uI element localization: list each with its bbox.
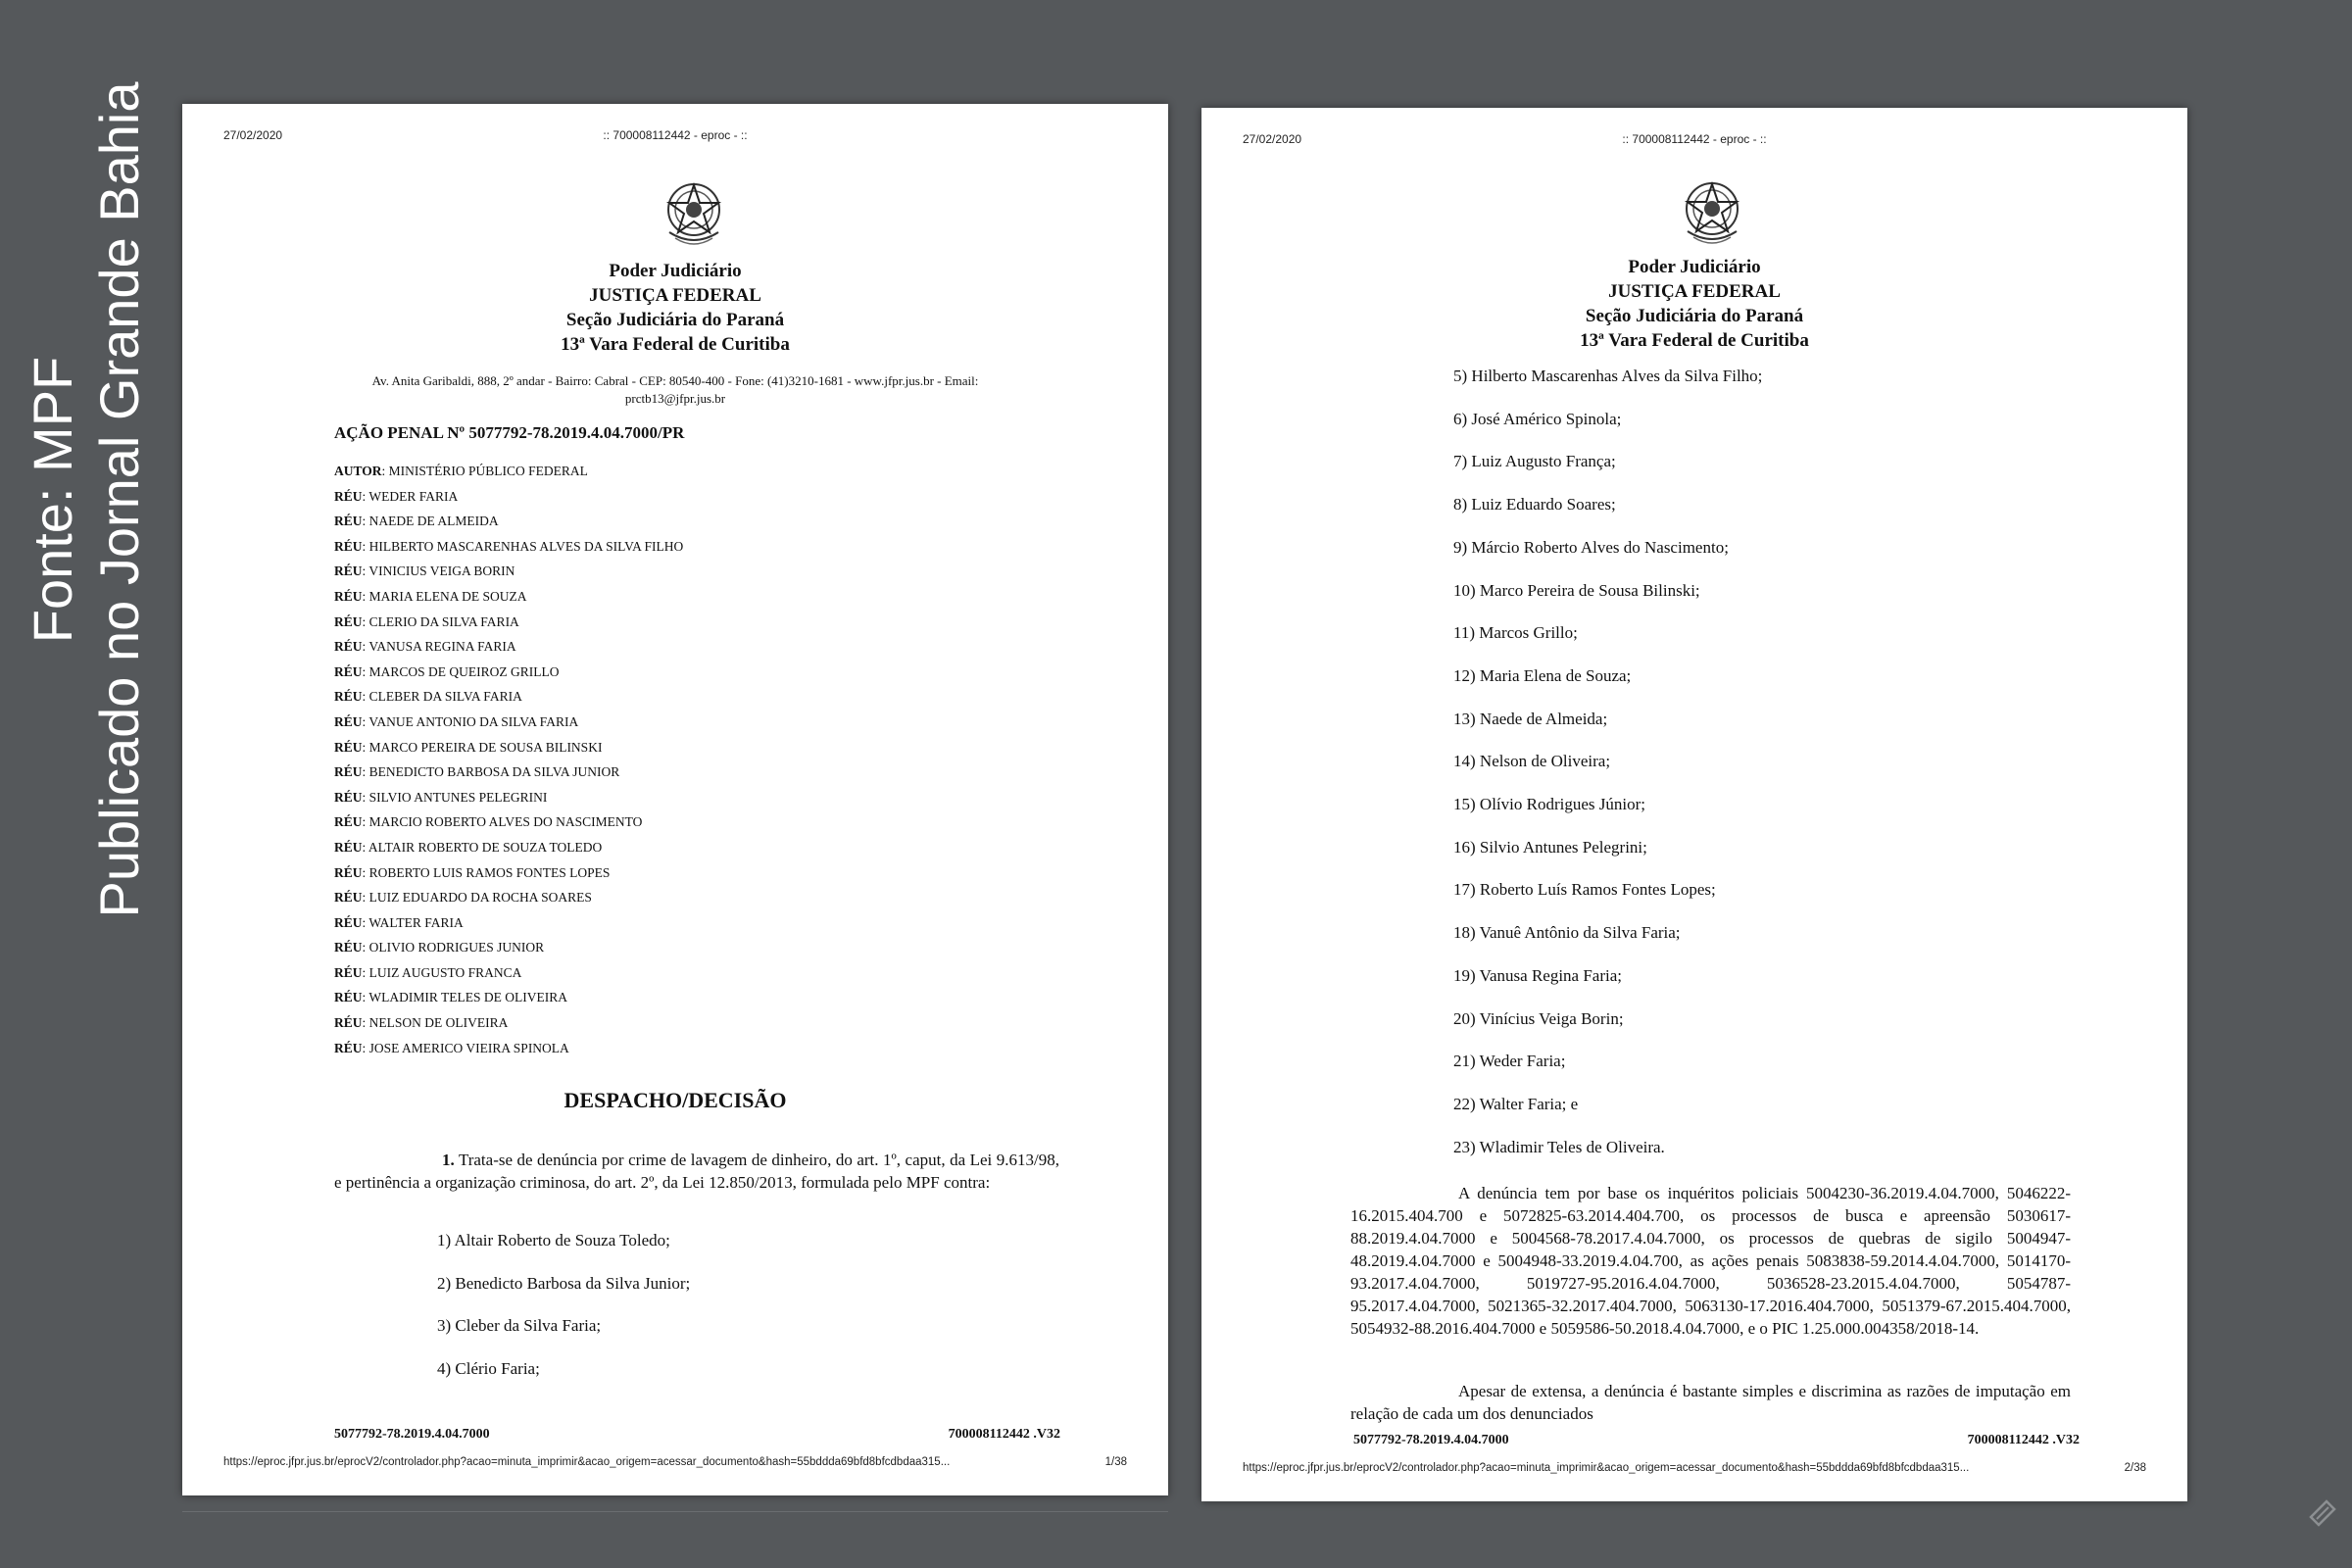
list-item: 17) Roberto Luís Ramos Fontes Lopes; xyxy=(1453,880,1716,900)
header-id: :: 700008112442 - eproc - :: xyxy=(1622,132,1767,146)
party-role: RÉU xyxy=(334,789,363,805)
list-item: 6) José Américo Spinola; xyxy=(1453,409,1622,428)
list-item: RÉU: NELSON DE OLIVEIRA xyxy=(334,1015,509,1031)
list-item: RÉU: LUIZ EDUARDO DA ROCHA SOARES xyxy=(334,890,592,906)
party-name: OLIVIO RODRIGUES JUNIOR xyxy=(368,940,545,956)
party-name: MARCO PEREIRA DE SOUSA BILINSKI xyxy=(368,739,603,755)
list-item: RÉU: MARCO PEREIRA DE SOUSA BILINSKI xyxy=(334,739,603,755)
print-url-line xyxy=(1243,1462,2146,1474)
page-footer-ids xyxy=(1353,1433,2080,1448)
list-item: 21) Weder Faria; xyxy=(1453,1052,1566,1071)
defendants-list xyxy=(1453,355,1762,1168)
list-item: 4) Clério Faria; xyxy=(437,1358,540,1378)
page-header xyxy=(1243,132,2146,152)
list-item: RÉU: LUIZ AUGUSTO FRANCA xyxy=(334,964,522,980)
page-footer-ids xyxy=(334,1427,1060,1443)
party-name: MARCOS DE QUEIROZ GRILLO xyxy=(368,663,560,679)
page-header xyxy=(223,128,1127,148)
list-item: RÉU: WEDER FARIA xyxy=(334,488,459,504)
list-item: 12) Maria Elena de Souza; xyxy=(1453,665,1632,685)
footer-doc-id: 700008112442 .V32 xyxy=(1967,1433,2080,1447)
print-url: https://eproc.jfpr.jus.br/eprocV2/controlador.php?acao=minuta_imprimir&acao_origem=acessar_documento&hash=55bddda69bfd8bfcdbdaa315... xyxy=(223,1456,951,1468)
party-role: RÉU xyxy=(334,739,363,755)
list-item: RÉU: MARCIO ROBERTO ALVES DO NASCIMENTO xyxy=(334,814,643,830)
party-role: RÉU xyxy=(334,990,363,1005)
list-item: 18) Vanuê Antônio da Silva Faria; xyxy=(1453,923,1681,943)
party-role: RÉU xyxy=(334,940,363,956)
header-id: :: 700008112442 - eproc - :: xyxy=(603,128,748,142)
list-item: 22) Walter Faria; e xyxy=(1453,1094,1579,1113)
court-line: Poder Judiciário xyxy=(609,261,742,281)
party-role: AUTOR xyxy=(334,464,382,478)
party-role: RÉU xyxy=(334,663,363,679)
expand-corner-icon[interactable] xyxy=(2305,1495,2340,1531)
court-line: 13ª Vara Federal de Curitiba xyxy=(1580,330,1809,351)
list-item: 16) Silvio Antunes Pelegrini; xyxy=(1453,837,1647,857)
list-item: RÉU: CLERIO DA SILVA FARIA xyxy=(334,613,519,629)
print-url: https://eproc.jfpr.jus.br/eprocV2/controlador.php?acao=minuta_imprimir&acao_origem=acessar_documento&hash=55bddda69bfd8bfcdbdaa315... xyxy=(1243,1462,1970,1474)
page-number: 1/38 xyxy=(1104,1456,1127,1468)
list-item: RÉU: WLADIMIR TELES DE OLIVEIRA xyxy=(334,990,567,1005)
party-name: JOSE AMERICO VIEIRA SPINOLA xyxy=(368,1040,569,1055)
list-item: 15) Olívio Rodrigues Júnior; xyxy=(1453,795,1645,814)
list-item: 1) Altair Roberto de Souza Toledo; xyxy=(437,1231,670,1250)
party-name: ROBERTO LUIS RAMOS FONTES LOPES xyxy=(368,864,611,880)
list-item: 11) Marcos Grillo; xyxy=(1453,623,1578,643)
court-line: 13ª Vara Federal de Curitiba xyxy=(561,334,790,355)
party-name: WEDER FARIA xyxy=(368,488,459,504)
party-role: RÉU xyxy=(334,814,363,830)
footer-process-number: 5077792-78.2019.4.04.7000 xyxy=(334,1427,490,1442)
party-role: RÉU xyxy=(334,890,363,906)
list-item: 2) Benedicto Barbosa da Silva Junior; xyxy=(437,1273,691,1293)
court-line: Seção Judiciária do Paraná xyxy=(565,310,785,330)
list-item: 10) Marco Pereira de Sousa Bilinski; xyxy=(1453,580,1700,600)
parties-list xyxy=(334,459,683,1060)
party-name: HILBERTO MASCARENHAS ALVES DA SILVA FILHO xyxy=(368,538,684,554)
list-item: RÉU: NAEDE DE ALMEIDA xyxy=(334,514,499,529)
party-name: ALTAIR ROBERTO DE SOUZA TOLEDO xyxy=(368,839,603,855)
party-name: VINICIUS VEIGA BORIN xyxy=(368,564,515,579)
party-name: NELSON DE OLIVEIRA xyxy=(368,1015,509,1031)
footer-doc-id: 700008112442 .V32 xyxy=(948,1427,1060,1442)
list-item: RÉU: MARCOS DE QUEIROZ GRILLO xyxy=(334,663,560,679)
court-line: Poder Judiciário xyxy=(1628,257,1761,277)
party-name: SILVIO ANTUNES PELEGRINI xyxy=(368,789,548,805)
caption-publisher: Publicado no Jornal Grande Bahia xyxy=(88,81,150,918)
list-item: AUTOR: MINISTÉRIO PÚBLICO FEDERAL xyxy=(334,464,588,478)
list-item: RÉU: MARIA ELENA DE SOUZA xyxy=(334,588,527,604)
party-name: MINISTÉRIO PÚBLICO FEDERAL xyxy=(388,464,588,478)
divider xyxy=(182,1511,1168,1512)
party-role: RÉU xyxy=(334,514,363,529)
vertical-caption xyxy=(20,10,167,990)
paragraph xyxy=(1350,1380,2071,1425)
party-role: RÉU xyxy=(334,588,363,604)
party-name: MARIA ELENA DE SOUZA xyxy=(368,588,527,604)
print-date: 27/02/2020 xyxy=(223,128,283,142)
list-item: RÉU: BENEDICTO BARBOSA DA SILVA JUNIOR xyxy=(334,764,620,780)
party-role: RÉU xyxy=(334,1015,363,1031)
court-address: Av. Anita Garibaldi, 888, 2º andar - Bairro: Cabral - CEP: 80540-400 - Fone: (41)3210-1681 - www.jfpr.jus.br - Email: prctb13@jfpr.jus.br xyxy=(371,373,979,406)
party-role: RÉU xyxy=(334,538,363,554)
party-name: LUIZ AUGUSTO FRANCA xyxy=(368,964,522,980)
document-page-1 xyxy=(182,104,1168,1495)
list-item: RÉU: WALTER FARIA xyxy=(334,914,464,930)
list-item: RÉU: ROBERTO LUIS RAMOS FONTES LOPES xyxy=(334,864,611,880)
list-item: RÉU: ALTAIR ROBERTO DE SOUZA TOLEDO xyxy=(334,839,603,855)
party-name: LUIZ EDUARDO DA ROCHA SOARES xyxy=(368,890,592,906)
party-role: RÉU xyxy=(334,613,363,629)
party-role: RÉU xyxy=(334,914,363,930)
court-line: Seção Judiciária do Paraná xyxy=(1585,306,1804,326)
list-item: 20) Vinícius Veiga Borin; xyxy=(1453,1008,1624,1028)
paragraph-text: Trata-se de denúncia por crime de lavagem de dinheiro, do art. 1º, caput, da Lei 9.613/98, e pertinência a organização criminosa, do art. 2º, da Lei 12.850/2013, formulada pelo MPF contra: xyxy=(334,1151,1059,1192)
party-name: WLADIMIR TELES DE OLIVEIRA xyxy=(368,990,567,1005)
footer-process-number: 5077792-78.2019.4.04.7000 xyxy=(1353,1433,1509,1447)
print-url-line xyxy=(223,1456,1127,1468)
party-role: RÉU xyxy=(334,689,363,705)
list-item: RÉU: VANUSA REGINA FARIA xyxy=(334,639,516,655)
party-role: RÉU xyxy=(334,864,363,880)
list-item: 13) Naede de Almeida; xyxy=(1453,709,1608,728)
party-role: RÉU xyxy=(334,764,363,780)
list-item: 5) Hilberto Mascarenhas Alves da Silva Filho; xyxy=(1453,367,1763,385)
list-item: RÉU: VINICIUS VEIGA BORIN xyxy=(334,564,515,579)
party-name: MARCIO ROBERTO ALVES DO NASCIMENTO xyxy=(368,814,643,830)
party-name: VANUSA REGINA FARIA xyxy=(368,639,516,655)
list-item: RÉU: HILBERTO MASCARENHAS ALVES DA SILVA FILHO xyxy=(334,538,684,554)
party-role: RÉU xyxy=(334,564,363,579)
paragraph xyxy=(334,1149,1059,1194)
paragraph-text: Apesar de extensa, a denúncia é bastante simples e discrimina as razões de imputação em relação de cada um dos denunciados xyxy=(1350,1382,2071,1423)
list-item: RÉU: JOSE AMERICO VIEIRA SPINOLA xyxy=(334,1040,569,1055)
party-name: CLEBER DA SILVA FARIA xyxy=(368,689,522,705)
list-item: 8) Luiz Eduardo Soares; xyxy=(1453,495,1616,514)
court-heading xyxy=(182,259,1168,357)
party-name: NAEDE DE ALMEIDA xyxy=(368,514,499,529)
brazil-coat-of-arms-icon xyxy=(662,177,726,250)
list-item: RÉU: CLEBER DA SILVA FARIA xyxy=(334,689,522,705)
list-item: RÉU: SILVIO ANTUNES PELEGRINI xyxy=(334,789,548,805)
court-line: JUSTIÇA FEDERAL xyxy=(1608,281,1781,302)
brazil-coat-of-arms-icon xyxy=(1680,176,1744,249)
page-number: 2/38 xyxy=(2124,1462,2146,1474)
court-line: JUSTIÇA FEDERAL xyxy=(589,285,761,306)
party-name: WALTER FARIA xyxy=(368,914,464,930)
party-role: RÉU xyxy=(334,713,363,729)
party-name: CLERIO DA SILVA FARIA xyxy=(368,613,519,629)
defendants-list xyxy=(437,1219,690,1390)
paragraph xyxy=(1350,1182,2071,1340)
party-role: RÉU xyxy=(334,964,363,980)
section-title: DESPACHO/DECISÃO xyxy=(564,1088,787,1112)
paragraph-number: 1. xyxy=(442,1151,455,1169)
print-date: 27/02/2020 xyxy=(1243,132,1302,146)
list-item: RÉU: OLIVIO RODRIGUES JUNIOR xyxy=(334,940,545,956)
process-title: AÇÃO PENAL Nº 5077792-78.2019.4.04.7000/PR xyxy=(334,423,685,442)
list-item: 7) Luiz Augusto França; xyxy=(1453,452,1616,471)
party-role: RÉU xyxy=(334,1040,363,1055)
list-item: 14) Nelson de Oliveira; xyxy=(1453,752,1611,771)
party-role: RÉU xyxy=(334,839,363,855)
list-item: RÉU: VANUE ANTONIO DA SILVA FARIA xyxy=(334,713,579,729)
list-item: 19) Vanusa Regina Faria; xyxy=(1453,965,1623,985)
party-role: RÉU xyxy=(334,488,363,504)
party-role: RÉU xyxy=(334,639,363,655)
party-name: BENEDICTO BARBOSA DA SILVA JUNIOR xyxy=(368,764,620,780)
list-item: 9) Márcio Roberto Alves do Nascimento; xyxy=(1453,537,1729,557)
list-item: 23) Wladimir Teles de Oliveira. xyxy=(1453,1137,1665,1156)
document-page-2 xyxy=(1201,108,2187,1501)
court-heading xyxy=(1201,255,2187,353)
party-name: VANUE ANTONIO DA SILVA FARIA xyxy=(368,713,579,729)
paragraph-text: A denúncia tem por base os inquéritos policiais 5004230-36.2019.4.04.7000, 5046222-16.2015.404.700 e 5072825-63.2014.404.700, os processos de busca e apreensão 5030617-88.2019.4.04.7000 e 5004568-78.2017.4.04.7000, os processos de quebras de sigilo 5004947-48.2019.4.04.7000 e 5004948-33.2019.4.04.700, as ações penais 5083838-59.2014.4.04.7000, 5014170-93.2017.4.04.7000, 5019727-95.2016.4.04.7000, 5036528-23.2015.4.04.7000, 5054787-95.2017.4.04.7000, 5021365-32.2017.404.7000, 5063130-17.2016.404.7000, 5051379-67.2015.404.7000, 5054932-88.2016.404.7000 e 5059586-50.2018.4.04.7000, e o PIC 1.25.000.004358/2018-14. xyxy=(1350,1184,2071,1338)
list-item: 3) Cleber da Silva Faria; xyxy=(437,1316,602,1335)
caption-source: Fonte: MPF xyxy=(22,356,83,644)
